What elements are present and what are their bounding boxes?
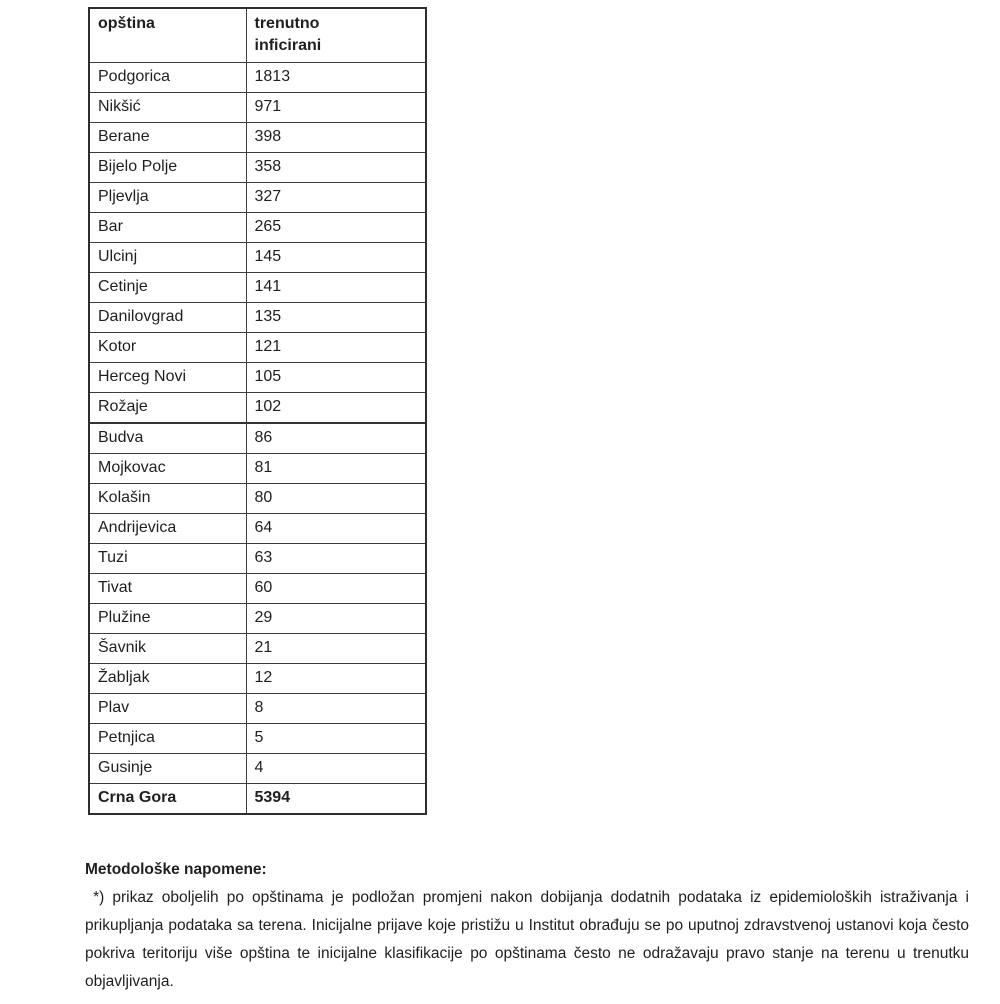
table-row: [89, 423, 426, 454]
table-row: [89, 393, 426, 424]
infected-count-cell: 5: [246, 724, 426, 754]
municipality-cell: Mojkovac: [89, 454, 246, 484]
municipality-cell: Tuzi: [89, 544, 246, 574]
municipality-cell: Danilovgrad: [89, 303, 246, 333]
infected-count-header-label: trenutno inficirani: [254, 15, 322, 54]
infected-count-cell: 971: [246, 93, 426, 123]
infected-count-cell: 102: [246, 393, 426, 424]
municipality-cell: Bar: [89, 213, 246, 243]
table-row: [89, 213, 426, 243]
table-row: [89, 273, 426, 303]
municipality-header: opština: [89, 8, 246, 63]
infected-count-cell: 1813: [246, 63, 426, 93]
infected-count-cell: 63: [246, 544, 426, 574]
table-header: [89, 8, 426, 63]
infected-by-municipality-table: [88, 7, 427, 815]
municipality-cell: Nikšić: [89, 93, 246, 123]
table-row: [89, 183, 426, 213]
municipality-cell: Gusinje: [89, 754, 246, 784]
municipality-cell: Plav: [89, 694, 246, 724]
notes-body: *) prikaz oboljelih po opštinama je podložan promjeni nakon dobijanja dodatnih podataka iz epidemioloških istraživanja i prikupljanja podataka sa terena. Inicijalne prijave koje pristižu u Institut obrađuju se po uputnoj zdravstvenoj ustanovi koja često pokriva teritoriju više opština te inicijalne klasifikacije po opštinama često ne odražavaju pravo stanje na terenu u trenutku objavljivanja.: [85, 889, 969, 990]
table-row: [89, 63, 426, 93]
infected-count-cell: 29: [246, 604, 426, 634]
municipality-cell: Ulcinj: [89, 243, 246, 273]
table-row: [89, 664, 426, 694]
municipality-cell: Žabljak: [89, 664, 246, 694]
methodological-notes: [85, 856, 969, 996]
infected-count-cell: 121: [246, 333, 426, 363]
infected-count-cell: 145: [246, 243, 426, 273]
table-body: [89, 63, 426, 784]
infected-count-cell: 81: [246, 454, 426, 484]
table-row: [89, 544, 426, 574]
municipality-cell: Podgorica: [89, 63, 246, 93]
table-row: [89, 604, 426, 634]
table-row: [89, 93, 426, 123]
municipality-cell: Herceg Novi: [89, 363, 246, 393]
total-row: [89, 784, 426, 815]
table-row: [89, 724, 426, 754]
infected-count-cell: 105: [246, 363, 426, 393]
notes-title: Metodološke napomene:: [85, 861, 267, 878]
infected-count-cell: 4: [246, 754, 426, 784]
infected-count-cell: 12: [246, 664, 426, 694]
municipality-cell: Bijelo Polje: [89, 153, 246, 183]
table-row: [89, 694, 426, 724]
infected-count-cell: 135: [246, 303, 426, 333]
infected-count-cell: 86: [246, 423, 426, 454]
table-row: [89, 303, 426, 333]
table-row: [89, 634, 426, 664]
municipality-cell: Kolašin: [89, 484, 246, 514]
table-row: [89, 243, 426, 273]
infected-count-cell: 80: [246, 484, 426, 514]
municipality-cell: Budva: [89, 423, 246, 454]
table-row: [89, 754, 426, 784]
municipality-cell: Rožaje: [89, 393, 246, 424]
header-row: [89, 8, 426, 63]
infected-count-cell: 21: [246, 634, 426, 664]
municipality-cell: Berane: [89, 123, 246, 153]
municipality-cell: Plužine: [89, 604, 246, 634]
infected-count-cell: 358: [246, 153, 426, 183]
infected-count-cell: 60: [246, 574, 426, 604]
infected-count-cell: 327: [246, 183, 426, 213]
municipality-cell: Tivat: [89, 574, 246, 604]
infected-count-cell: 64: [246, 514, 426, 544]
table-row: [89, 454, 426, 484]
infected-count-cell: 398: [246, 123, 426, 153]
municipality-cell: Pljevlja: [89, 183, 246, 213]
table-footer: [89, 784, 426, 815]
infected-count-cell: 141: [246, 273, 426, 303]
municipality-cell: Petnjica: [89, 724, 246, 754]
municipality-cell: Kotor: [89, 333, 246, 363]
table-row: [89, 363, 426, 393]
municipality-cell: Andrijevica: [89, 514, 246, 544]
infected-count-cell: 8: [246, 694, 426, 724]
total-label-cell: Crna Gora: [89, 784, 246, 815]
table-row: [89, 123, 426, 153]
table-row: [89, 484, 426, 514]
municipality-cell: Šavnik: [89, 634, 246, 664]
table-row: [89, 574, 426, 604]
infected-count-header: [246, 8, 426, 63]
infected-count-cell: 265: [246, 213, 426, 243]
table-row: [89, 514, 426, 544]
table-row: [89, 153, 426, 183]
total-value-cell: 5394: [246, 784, 426, 815]
table-row: [89, 333, 426, 363]
municipality-cell: Cetinje: [89, 273, 246, 303]
